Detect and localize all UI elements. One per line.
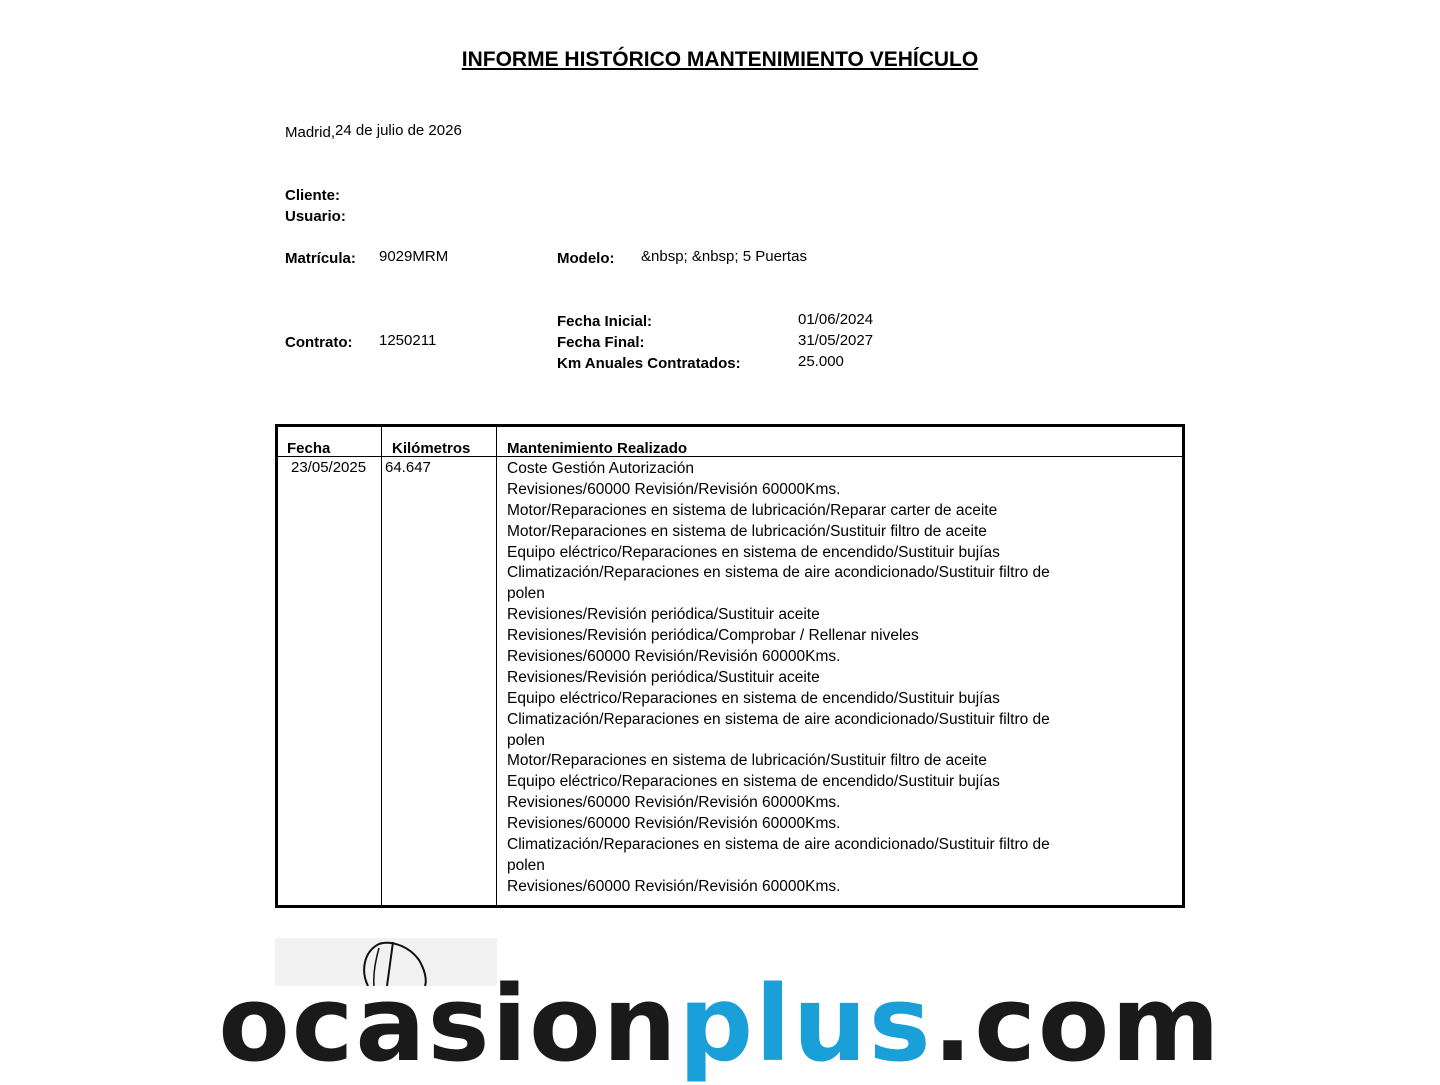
fecha-inicial-value: 01/06/2024 [798,311,874,328]
list-item: Motor/Reparaciones en sistema de lubricación/Reparar carter de aceite [507,501,998,519]
km-anuales-value: 25.000 [798,353,844,370]
maintenance-items-list [507,459,1050,898]
list-item: Revisiones/60000 Revisión/Revisión 60000Kms. [507,794,841,812]
list-item: Revisiones/60000 Revisión/Revisión 60000Kms. [507,815,841,833]
list-item: Revisiones/60000 Revisión/Revisión 60000Kms. [507,648,841,666]
logo-part-ocasion: ocasion [218,963,679,1085]
logo-part-plus: plus [678,963,933,1085]
list-item: Motor/Reparaciones en sistema de lubricación/Sustituir filtro de aceite [507,522,987,540]
list-item: Climatización/Reparaciones en sistema de aire acondicionado/Sustituir filtro de [507,836,1050,854]
maintenance-table [275,424,1185,908]
logo-part-com: .com [932,963,1222,1085]
modelo-label: Modelo: [557,250,615,267]
header-fecha: Fecha [287,440,331,457]
list-item: Revisiones/60000 Revisión/Revisión 60000Kms. [507,480,841,498]
row-fecha: 23/05/2025 [291,459,367,476]
place: Madrid, [285,124,336,141]
list-item: Revisiones/Revisión periódica/Comprobar / Rellenar niveles [507,627,919,645]
fecha-final-label: Fecha Final: [557,334,645,351]
usuario-label: Usuario: [285,208,346,225]
fecha-final-value: 31/05/2027 [798,332,874,349]
list-item: Equipo eléctrico/Reparaciones en sistema de encendido/Sustituir bujías [507,689,1000,707]
list-item: Revisiones/Revisión periódica/Sustituir aceite [507,668,820,686]
km-anuales-label: Km Anuales Contratados: [557,355,741,372]
list-item: Equipo eléctrico/Reparaciones en sistema de encendido/Sustituir bujías [507,543,1000,561]
list-item: Motor/Reparaciones en sistema de lubricación/Sustituir filtro de aceite [507,752,987,770]
fecha-inicial-label: Fecha Inicial: [557,313,653,330]
list-item: Climatización/Reparaciones en sistema de aire acondicionado/Sustituir filtro de [507,710,1050,728]
contrato-value: 1250211 [379,332,437,349]
list-item: Climatización/Reparaciones en sistema de aire acondicionado/Sustituir filtro de [507,564,1050,582]
matricula-value: 9029MRM [379,248,449,265]
row-kilometros: 64.647 [385,459,431,476]
contrato-label: Contrato: [285,334,353,351]
list-item: Equipo eléctrico/Reparaciones en sistema de encendido/Sustituir bujías [507,773,1000,791]
column-separator [496,427,497,905]
document-title: INFORME HISTÓRICO MANTENIMIENTO VEHÍCULO [461,48,979,71]
cliente-label: Cliente: [285,187,341,204]
column-separator [381,427,382,905]
header-mantenimiento: Mantenimiento Realizado [507,440,688,457]
ocasionplus-logo [0,963,1440,1085]
report-date: 24 de julio de 2026 [335,122,462,139]
modelo-value: &nbsp; &nbsp; 5 Puertas [641,248,807,265]
header-kilometros: Kilómetros [392,440,471,457]
list-item: Revisiones/60000 Revisión/Revisión 60000Kms. [507,877,841,895]
list-item: Coste Gestión Autorización [507,460,694,477]
list-item: polen [507,856,545,874]
matricula-label: Matrícula: [285,250,356,267]
list-item: polen [507,731,545,749]
list-item: polen [507,585,545,603]
list-item: Revisiones/Revisión periódica/Sustituir aceite [507,606,820,624]
place-date-line [285,124,462,141]
